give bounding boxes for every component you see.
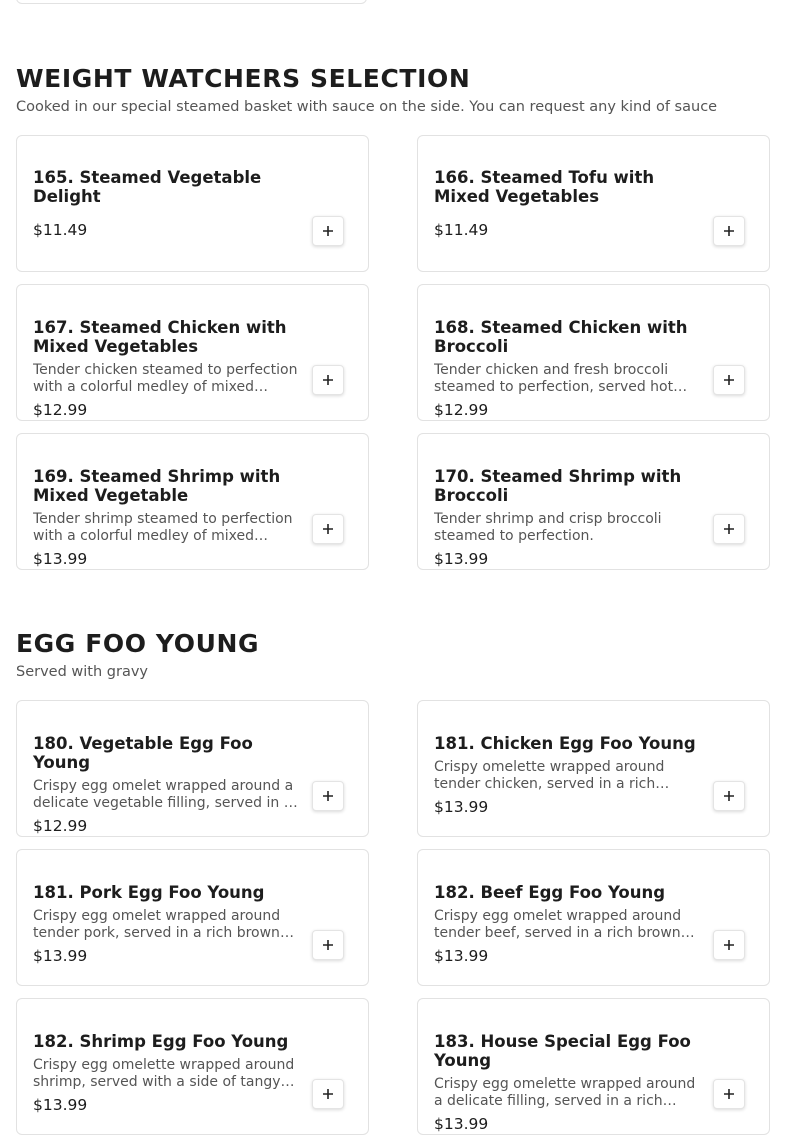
item-name: 169. Steamed Shrimp with Mixed Vegetable [33,467,281,505]
menu-item-card[interactable] [417,135,770,272]
item-description: Tender shrimp steamed to perfection with a colorful medley of mixed [33,511,293,544]
item-name: 182. Shrimp Egg Foo Young [33,1032,289,1051]
plus-icon [723,523,735,535]
add-to-cart-button[interactable] [713,365,745,395]
item-name: 180. Vegetable Egg Foo Young [33,734,253,772]
item-price: $13.99 [33,550,88,568]
menu-item-card[interactable] [16,849,369,986]
item-description: Crispy egg omelette wrapped around shrimp, served with a side of tangy [33,1057,295,1090]
item-name: 170. Steamed Shrimp with Broccoli [434,467,682,505]
plus-icon [723,225,735,237]
section-subtitle: Served with gravy [16,664,148,680]
menu-item-card[interactable] [417,433,770,570]
item-price: $11.49 [33,221,88,239]
item-description: Crispy egg omelet wrapped around a delicate vegetable filling, served in a [33,778,294,811]
item-price: $13.99 [33,1096,88,1114]
add-to-cart-button[interactable] [713,930,745,960]
item-price: $12.99 [33,817,88,835]
section-subtitle: Cooked in our special steamed basket with sauce on the side. You can request any kind of sauce [16,99,718,115]
plus-icon [723,1088,735,1100]
add-to-cart-button[interactable] [312,781,344,811]
menu-item-card[interactable] [417,700,770,837]
plus-icon [322,1088,334,1100]
item-name: 165. Steamed Vegetable Delight [33,168,262,206]
menu-item-card[interactable] [417,998,770,1135]
add-to-cart-button[interactable] [312,365,344,395]
menu-item-card[interactable] [16,284,369,421]
add-to-cart-button[interactable] [713,514,745,544]
add-to-cart-button[interactable] [312,930,344,960]
item-description: Tender chicken steamed to perfection with a colorful medley of mixed [33,362,298,395]
item-price: $13.99 [33,947,88,965]
menu-item-card[interactable] [417,284,770,421]
previous-menu-item-card [16,0,367,4]
item-name: 167. Steamed Chicken with Mixed Vegetables [33,318,287,356]
item-description: Crispy egg omelet wrapped around tender beef, served in a rich brown [434,908,682,941]
menu-section-egg-foo-young [16,629,769,681]
item-name: 182. Beef Egg Foo Young [434,883,666,902]
menu-section-weight-watchers [16,64,769,116]
plus-icon [322,523,334,535]
plus-icon [322,790,334,802]
plus-icon [723,790,735,802]
menu-item-card[interactable] [16,700,369,837]
item-price: $12.99 [33,401,88,419]
item-description: Tender shrimp and crisp broccoli steamed to perfection. [434,511,662,544]
plus-icon [322,374,334,386]
item-price: $13.99 [434,947,489,965]
item-price: $13.99 [434,1115,489,1133]
add-to-cart-button[interactable] [713,781,745,811]
item-description: Crispy egg omelet wrapped around tender pork, served in a rich brown [33,908,281,941]
item-price: $12.99 [434,401,489,419]
plus-icon [322,225,334,237]
add-to-cart-button[interactable] [312,514,344,544]
menu-item-card[interactable] [16,433,369,570]
item-description: Tender chicken and fresh broccoli steamed to perfection, served hot [434,362,674,395]
item-name: 181. Pork Egg Foo Young [33,883,265,902]
section-title: EGG FOO YOUNG [16,629,260,658]
item-description: Crispy egg omelette wrapped around a delicate filling, served in a rich [434,1076,696,1109]
item-price: $13.99 [434,798,489,816]
menu-item-card[interactable] [16,998,369,1135]
plus-icon [723,939,735,951]
plus-icon [723,374,735,386]
add-to-cart-button[interactable] [312,1079,344,1109]
menu-item-card[interactable] [417,849,770,986]
item-name: 181. Chicken Egg Foo Young [434,734,696,753]
item-name: 183. House Special Egg Foo Young [434,1032,691,1070]
add-to-cart-button[interactable] [713,216,745,246]
item-description: Crispy omelette wrapped around tender chicken, served in a rich [434,759,665,792]
add-to-cart-button[interactable] [713,1079,745,1109]
add-to-cart-button[interactable] [312,216,344,246]
item-price: $11.49 [434,221,489,239]
item-name: 166. Steamed Tofu with Mixed Vegetables [434,168,655,206]
item-price: $13.99 [434,550,489,568]
plus-icon [322,939,334,951]
item-name: 168. Steamed Chicken with Broccoli [434,318,688,356]
section-title: WEIGHT WATCHERS SELECTION [16,64,471,93]
menu-item-card[interactable] [16,135,369,272]
